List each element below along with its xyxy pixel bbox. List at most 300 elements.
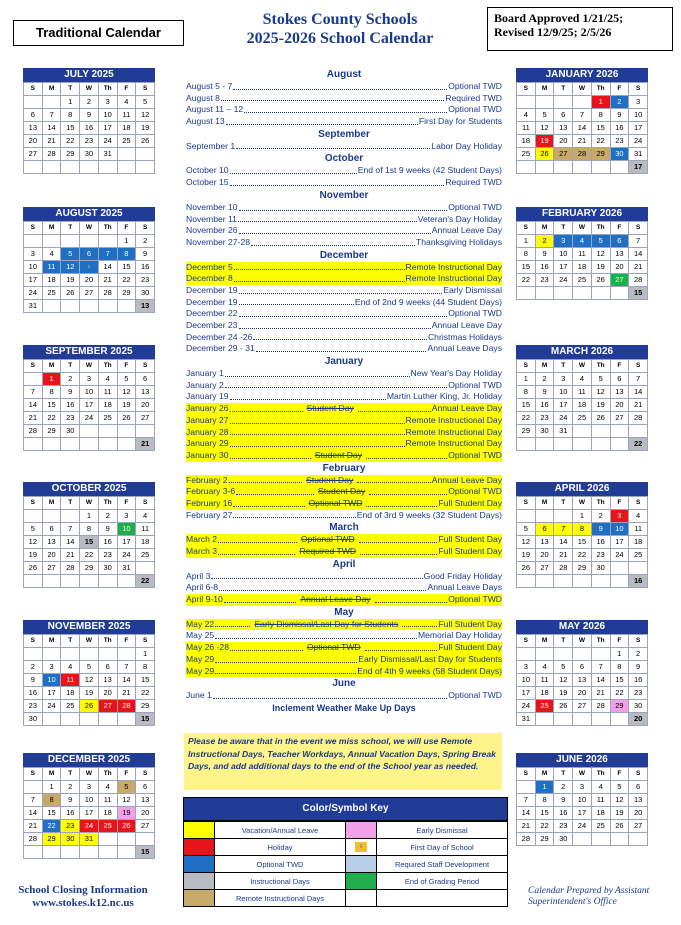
event-row [186, 475, 502, 487]
day-cell [117, 161, 136, 174]
day-cell [629, 562, 648, 575]
event-date: June 1 [186, 690, 212, 701]
event-date: January 26 [186, 403, 229, 414]
event-month-heading: August [326, 69, 362, 80]
key-table [183, 821, 508, 907]
event-description: Remote Instructional Day [405, 438, 502, 449]
board-line-2: Revised 12/9/25; 2/5/26 [494, 25, 612, 39]
day-cell [117, 833, 136, 846]
leader-dots [218, 546, 295, 555]
day-cell: 21 [629, 399, 648, 412]
event-row [186, 427, 502, 439]
event-description: Optional TWD [448, 308, 502, 319]
event-description: Annual Leave Days [427, 582, 502, 593]
weekday-header: T [61, 222, 80, 235]
month-title: FEBRUARY 2026 [516, 207, 648, 221]
day-cell: 2 [535, 235, 554, 248]
day-cell: 14 [629, 248, 648, 261]
day-cell: 2 [61, 373, 80, 386]
key-title: Color/Symbol Key [183, 797, 508, 821]
day-cell: 22 [61, 135, 80, 148]
day-cell: 20 [136, 807, 155, 820]
month-title: DECEMBER 2025 [23, 753, 155, 767]
leader-dots [230, 403, 303, 412]
event-date: February 27 [186, 509, 233, 520]
day-cell: 27 [535, 562, 554, 575]
day-cell [591, 287, 610, 300]
calendar-type-label: Traditional Calendar [13, 20, 184, 46]
day-cell: 9 [98, 523, 117, 536]
event-month-heading: October [324, 153, 364, 165]
leader-dots [215, 630, 417, 639]
day-cell: 13 [535, 536, 554, 549]
day-cell: 30 [629, 700, 648, 713]
weekday-header: M [535, 83, 554, 96]
day-cell: 16 [535, 399, 554, 412]
event-date: February 2 [186, 474, 228, 485]
month-grid [23, 82, 155, 174]
day-cell [80, 648, 99, 661]
day-cell: 6 [98, 661, 117, 674]
day-cell [610, 833, 629, 846]
event-row [186, 141, 502, 153]
day-cell [24, 373, 43, 386]
event-row [186, 380, 502, 392]
day-cell [42, 96, 61, 109]
day-cell: 25 [573, 412, 592, 425]
day-cell: 31 [554, 425, 573, 438]
day-cell: 12 [591, 386, 610, 399]
weekday-header: S [517, 497, 536, 510]
weekday-header: S [24, 360, 43, 373]
weekday-header: S [136, 768, 155, 781]
day-cell [591, 425, 610, 438]
day-cell: 13 [98, 674, 117, 687]
event-date: November 26 [186, 225, 238, 236]
color-symbol-key [183, 797, 508, 907]
day-cell: 2 [98, 510, 117, 523]
day-cell: 8 [61, 109, 80, 122]
day-cell: 6 [610, 373, 629, 386]
day-cell: 28 [517, 833, 536, 846]
month-title: APRIL 2026 [516, 482, 648, 496]
event-description: Optional TWD [448, 201, 502, 212]
weekday-header: Th [98, 768, 117, 781]
weekday-header: T [61, 768, 80, 781]
day-cell: 6 [136, 781, 155, 794]
instructional-day-count: 13 [136, 300, 155, 313]
day-cell: 5 [80, 661, 99, 674]
key-swatch [184, 839, 215, 856]
event-month-heading: September [318, 128, 370, 140]
day-cell: 8 [117, 248, 136, 261]
day-cell: 22 [535, 820, 554, 833]
day-cell: 8 [517, 386, 536, 399]
leader-dots [236, 141, 430, 150]
event-description: Martin Luther King, Jr. Holiday [386, 391, 502, 402]
event-date: December 19 [186, 284, 238, 295]
weekday-header: F [610, 768, 629, 781]
day-cell: 22 [42, 820, 61, 833]
day-cell: 23 [610, 135, 629, 148]
day-cell [610, 575, 629, 588]
weekday-header: S [629, 768, 648, 781]
instructional-day-count: 15 [629, 287, 648, 300]
day-cell: 27 [24, 148, 43, 161]
day-cell: 18 [535, 687, 554, 700]
event-row [186, 630, 502, 642]
month-calendar-november [23, 620, 155, 726]
day-cell: 11 [136, 523, 155, 536]
day-cell: 4 [42, 248, 61, 261]
day-cell: 8 [517, 248, 536, 261]
day-cell: 30 [98, 562, 117, 575]
event-description: Optional TWD [448, 594, 502, 605]
day-cell: 7 [24, 794, 43, 807]
day-cell: 22 [610, 687, 629, 700]
event-description: Optional TWD [448, 379, 502, 390]
day-cell [61, 648, 80, 661]
day-cell [629, 425, 648, 438]
day-cell [98, 713, 117, 726]
day-cell: 3 [80, 781, 99, 794]
day-cell: 18 [591, 807, 610, 820]
day-cell [517, 438, 536, 451]
day-cell: 26 [61, 287, 80, 300]
day-cell: 23 [24, 700, 43, 713]
event-row [186, 654, 502, 666]
day-cell: 2 [80, 96, 99, 109]
day-cell: 8 [136, 661, 155, 674]
leader-dots [375, 594, 448, 603]
event-row [186, 93, 502, 105]
leader-dots [251, 237, 415, 246]
closing-link[interactable]: www.stokes.k12.nc.us [32, 897, 134, 909]
event-row [186, 534, 502, 546]
day-cell: 15 [80, 536, 99, 549]
day-cell [136, 148, 155, 161]
day-cell: 16 [61, 399, 80, 412]
event-description: Remote Instructional Day [405, 426, 502, 437]
day-cell: 8 [610, 661, 629, 674]
event-date: January 19 [186, 391, 229, 402]
weekday-header: T [554, 497, 573, 510]
leader-dots [357, 475, 430, 484]
month-calendar-october [23, 482, 155, 588]
weekday-header: Th [591, 360, 610, 373]
day-cell [42, 846, 61, 859]
event-row [186, 438, 502, 450]
event-row [186, 690, 502, 702]
day-cell: 28 [42, 148, 61, 161]
school-closing-info [8, 884, 158, 910]
day-cell: 4 [98, 781, 117, 794]
day-cell [42, 713, 61, 726]
day-cell: 29 [573, 562, 592, 575]
day-cell: 14 [24, 807, 43, 820]
event-date: December 22 [186, 308, 238, 319]
leader-dots [230, 165, 357, 174]
leader-dots [359, 534, 438, 543]
day-cell [42, 300, 61, 313]
weekday-header: W [80, 83, 99, 96]
day-cell: 19 [117, 807, 136, 820]
day-cell [610, 425, 629, 438]
event-row [186, 368, 502, 380]
weekday-header: M [42, 768, 61, 781]
event-date: May 29 [186, 653, 215, 664]
day-cell: 21 [61, 549, 80, 562]
day-cell [117, 846, 136, 859]
day-cell: 16 [136, 261, 155, 274]
day-cell [610, 713, 629, 726]
day-cell [61, 235, 80, 248]
event-row [186, 642, 502, 654]
day-cell [80, 438, 99, 451]
day-cell [535, 287, 554, 300]
day-cell: 5 [554, 661, 573, 674]
day-cell: 7 [573, 109, 592, 122]
day-cell: 29 [517, 425, 536, 438]
day-cell [42, 235, 61, 248]
day-cell [517, 510, 536, 523]
day-cell [517, 161, 536, 174]
leader-dots [256, 343, 427, 352]
day-cell [24, 781, 43, 794]
day-cell: 7 [517, 794, 536, 807]
day-cell: 14 [629, 386, 648, 399]
event-month-heading: April [332, 558, 356, 570]
day-cell: 15 [42, 807, 61, 820]
day-cell: 12 [61, 261, 80, 274]
day-cell [554, 648, 573, 661]
day-cell: 19 [610, 807, 629, 820]
day-cell [591, 161, 610, 174]
event-description: Memorial Day Holiday [417, 630, 502, 641]
day-cell [573, 713, 592, 726]
day-cell: 8 [535, 794, 554, 807]
day-cell: 1 [42, 781, 61, 794]
day-cell: 20 [80, 274, 99, 287]
day-cell: 9 [61, 794, 80, 807]
day-cell: 15 [136, 674, 155, 687]
weekday-header: F [117, 360, 136, 373]
instructional-day-count: 15 [136, 846, 155, 859]
day-cell: 3 [517, 661, 536, 674]
day-cell: 17 [629, 122, 648, 135]
event-date: December 8 [186, 273, 233, 284]
month-calendar-may [516, 620, 648, 726]
leader-dots [239, 225, 431, 234]
month-grid [516, 496, 648, 588]
leader-dots [230, 642, 303, 651]
key-swatch [346, 873, 377, 890]
day-cell: 5 [24, 523, 43, 536]
day-cell: 4 [517, 109, 536, 122]
leader-dots [229, 475, 302, 484]
month-calendar-august [23, 207, 155, 313]
day-cell [80, 846, 99, 859]
day-cell: 30 [610, 148, 629, 161]
weekday-header: Th [591, 83, 610, 96]
key-label: Early Dismissal [377, 822, 508, 839]
day-cell: 30 [61, 425, 80, 438]
day-cell [517, 781, 536, 794]
event-month-heading: January [324, 356, 364, 368]
day-cell: 11 [61, 674, 80, 687]
weekday-header: M [42, 360, 61, 373]
day-cell: 26 [24, 562, 43, 575]
day-cell [591, 713, 610, 726]
event-row [186, 415, 502, 427]
event-date: April 9-10 [186, 594, 223, 605]
day-cell: 5 [610, 781, 629, 794]
day-cell [61, 300, 80, 313]
event-date: April 3 [186, 570, 211, 581]
day-cell: 11 [629, 523, 648, 536]
day-cell: 11 [573, 248, 592, 261]
day-cell: 31 [24, 300, 43, 313]
day-cell: 6 [80, 248, 99, 261]
event-row [186, 450, 502, 462]
day-cell: 4 [61, 661, 80, 674]
key-swatch [184, 873, 215, 890]
day-cell: 22 [117, 274, 136, 287]
day-cell: 23 [629, 687, 648, 700]
instructional-day-count: 17 [629, 161, 648, 174]
day-cell [24, 235, 43, 248]
weekday-header: M [535, 222, 554, 235]
event-row [186, 104, 502, 116]
day-cell: 14 [42, 122, 61, 135]
day-cell: 23 [535, 412, 554, 425]
leader-dots [402, 619, 437, 628]
day-cell: 20 [42, 549, 61, 562]
weekday-header: S [517, 222, 536, 235]
day-cell: 24 [629, 135, 648, 148]
day-cell: 21 [573, 135, 592, 148]
weekday-header: W [80, 360, 99, 373]
day-cell: 9 [554, 794, 573, 807]
day-cell [573, 96, 592, 109]
leader-dots [230, 427, 405, 436]
day-cell [517, 96, 536, 109]
key-swatch [346, 856, 377, 873]
day-cell: 22 [517, 274, 536, 287]
day-cell [629, 833, 648, 846]
weekday-header: Th [591, 635, 610, 648]
day-cell: 19 [591, 261, 610, 274]
day-cell: 30 [591, 562, 610, 575]
event-note: Inclement Weather Make Up Days [272, 702, 416, 713]
key-label: Remote Instructional Days [215, 890, 346, 907]
event-date: November 10 [186, 201, 238, 212]
day-cell [535, 648, 554, 661]
day-cell: 28 [61, 562, 80, 575]
day-cell [42, 161, 61, 174]
month-title: MARCH 2026 [516, 345, 648, 359]
day-cell: 31 [629, 148, 648, 161]
event-row [186, 666, 502, 678]
title-line-1: Stokes County Schools [262, 11, 418, 28]
day-cell: 27 [610, 274, 629, 287]
month-calendar-april [516, 482, 648, 588]
leader-dots [226, 116, 418, 125]
day-cell: 20 [535, 549, 554, 562]
day-cell: 7 [42, 109, 61, 122]
day-cell: 30 [80, 148, 99, 161]
month-grid [516, 634, 648, 726]
event-description: Full Student Day [438, 534, 502, 545]
leader-dots [230, 415, 405, 424]
day-cell: 26 [591, 412, 610, 425]
struck-event: Student Day [306, 403, 354, 414]
day-cell: 17 [117, 536, 136, 549]
weekday-header: F [117, 222, 136, 235]
day-cell: 4 [117, 96, 136, 109]
event-date: February 3-6 [186, 486, 236, 497]
leader-dots [236, 486, 314, 495]
day-cell: 11 [98, 794, 117, 807]
key-label: Required Staff Development [377, 856, 508, 873]
day-cell: 14 [591, 674, 610, 687]
day-cell: 7 [629, 235, 648, 248]
day-cell: 10 [629, 109, 648, 122]
day-cell: 1 [573, 510, 592, 523]
month-grid [516, 359, 648, 451]
day-cell: 3 [610, 510, 629, 523]
day-cell: 11 [117, 109, 136, 122]
day-cell: 19 [80, 687, 99, 700]
day-cell: 28 [554, 562, 573, 575]
day-cell [98, 425, 117, 438]
month-calendar-june [516, 753, 648, 846]
event-date: May 29 [186, 665, 215, 676]
leader-dots [213, 690, 447, 699]
weekday-header: S [517, 768, 536, 781]
day-cell [517, 575, 536, 588]
event-row [186, 403, 502, 415]
day-cell: 31 [117, 562, 136, 575]
day-cell: 21 [98, 274, 117, 287]
day-cell [42, 438, 61, 451]
day-cell: 26 [610, 820, 629, 833]
weekday-header: S [136, 83, 155, 96]
day-cell [61, 438, 80, 451]
month-title: JANUARY 2026 [516, 68, 648, 82]
day-cell: 15 [117, 261, 136, 274]
day-cell: 2 [24, 661, 43, 674]
day-cell: ♀ [80, 261, 99, 274]
day-cell: 30 [535, 425, 554, 438]
day-cell: 22 [517, 412, 536, 425]
struck-event: Optional TWD [308, 497, 363, 508]
day-cell: 4 [136, 510, 155, 523]
day-cell: 31 [80, 833, 99, 846]
prepared-by [528, 886, 678, 908]
day-cell: 12 [591, 248, 610, 261]
day-cell [24, 510, 43, 523]
weekday-header: F [117, 497, 136, 510]
event-description: Early Dismissal [443, 284, 502, 295]
day-cell: 19 [136, 122, 155, 135]
day-cell [535, 713, 554, 726]
day-cell: 29 [42, 833, 61, 846]
day-cell: 26 [117, 412, 136, 425]
leader-dots [221, 93, 444, 102]
day-cell: 13 [136, 794, 155, 807]
day-cell: 23 [554, 820, 573, 833]
